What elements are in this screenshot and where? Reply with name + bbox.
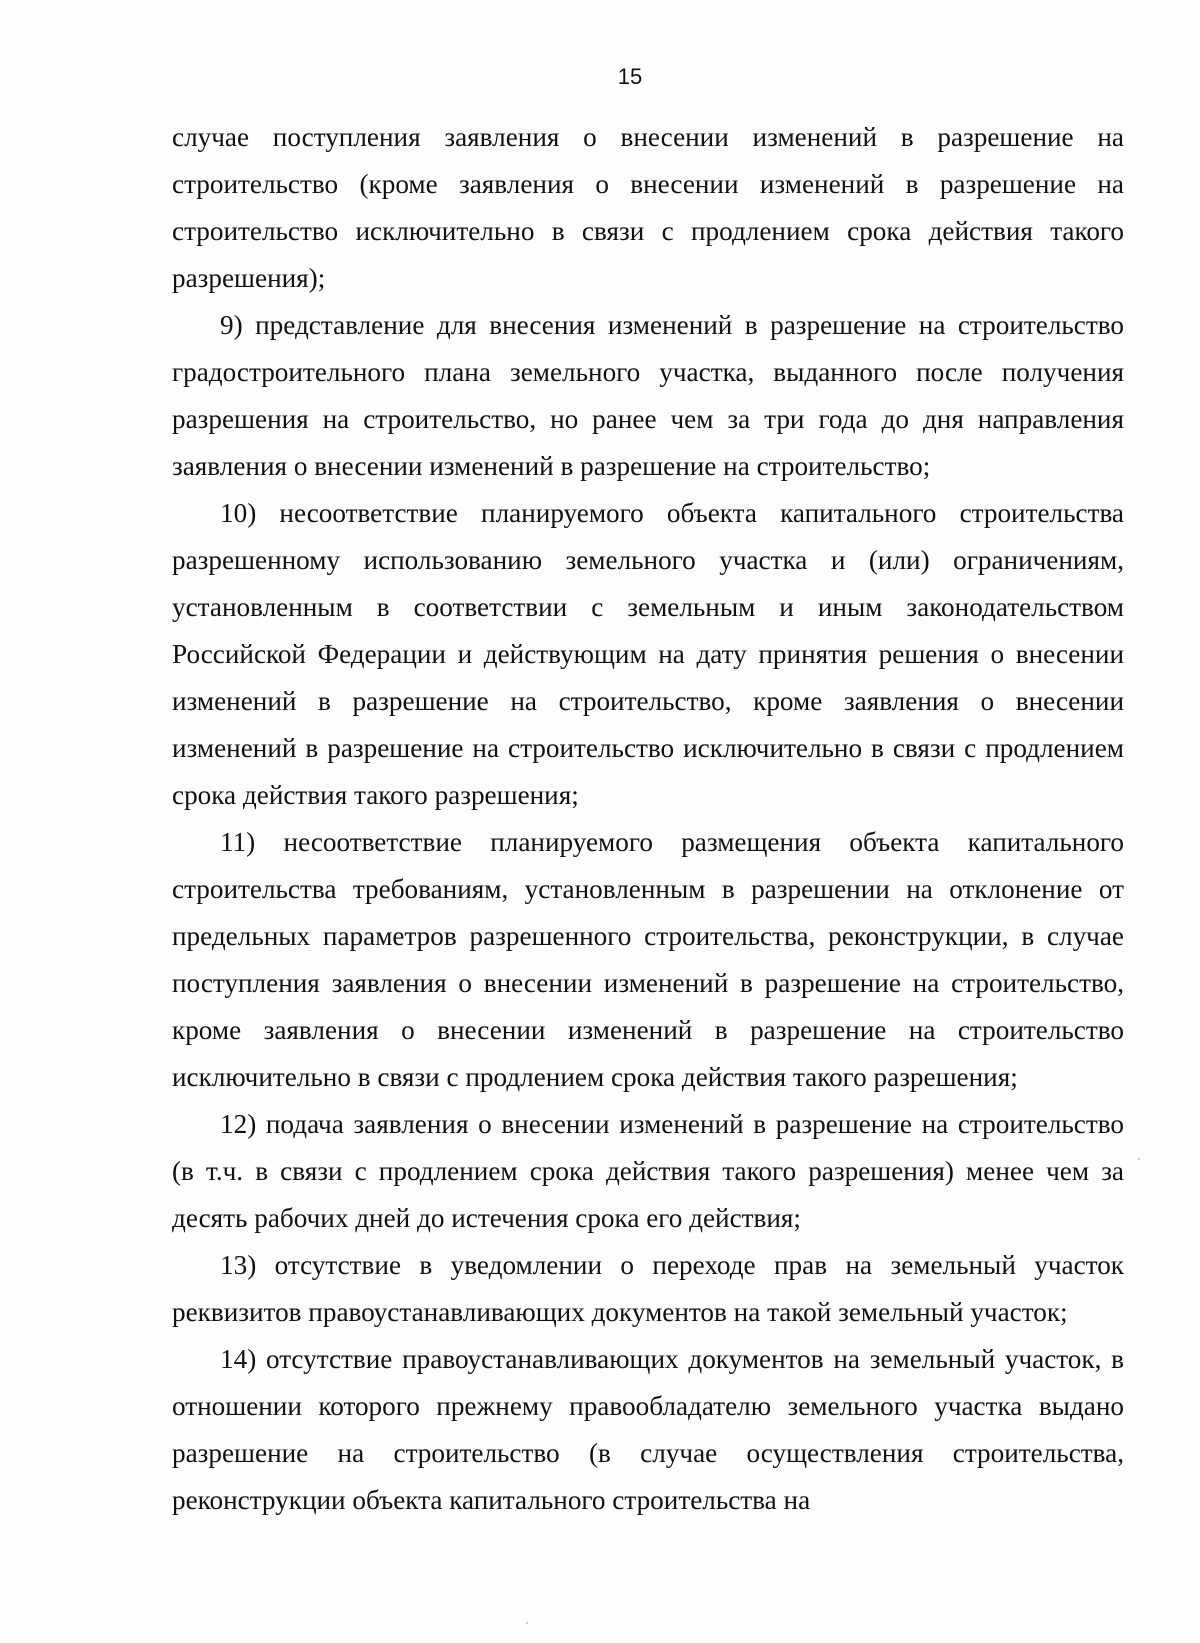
scan-speck <box>526 1622 528 1624</box>
list-item-12: 12) подача заявления о внесении изменений в разрешение на строительство (в т.ч. в связи с продлением срока действия такого разрешения) менее чем за десять рабочих дней до истечения срока его действия; <box>172 1109 1124 1233</box>
paragraph-continuation: случае поступления заявления о внесении изменений в разрешение на строительство (кроме заявления о внесении изменений в разрешение на строительство исключительно в связи с продлением срока действия такого разрешения); <box>172 122 1124 293</box>
list-item-9: 9) представление для внесения изменений в разрешение на строительство градостроительного плана земельного участка, выданного после получения разрешения на строительство, но ранее чем за три года до дня направления заявления о внесении изменений в разрешение на строительство; <box>172 310 1124 481</box>
page-number: 15 <box>617 64 643 89</box>
list-item-13: 13) отсутствие в уведомлении о переходе прав на земельный участок реквизитов правоустанавливающих документов на такой земельный участок; <box>172 1250 1124 1327</box>
list-item-14: 14) отсутствие правоустанавливающих документов на земельный участок, в отношении которого прежнему правообладателю земельного участка выдано разрешение на строительство (в случае осуществления строительства, реконструкции объекта капитального строительства на <box>172 1344 1124 1515</box>
list-item-11: 11) несоответствие планируемого размещения объекта капитального строительства требованиям, установленным в разрешении на отклонение от предельных параметров разрешенного строительства, реконструкции, в случае поступления заявления о внесении изменений в разрешение на строительство, кроме заявления о внесении изменений в разрешение на строительство исключительно в связи с продлением срока действия такого разрешения; <box>172 827 1124 1092</box>
scan-speck <box>1138 1158 1140 1160</box>
document-body <box>172 114 1124 1524</box>
list-item-10: 10) несоответствие планируемого объекта капитального строительства разрешенному использованию земельного участка и (или) ограничениям, установленным в соответствии с земельным и иным законодательством Российской Федерации и действующим на дату принятия решения о внесении изменений в разрешение на строительство, кроме заявления о внесении изменений в разрешение на строительство исключительно в связи с продлением срока действия такого разрешения; <box>172 498 1124 810</box>
